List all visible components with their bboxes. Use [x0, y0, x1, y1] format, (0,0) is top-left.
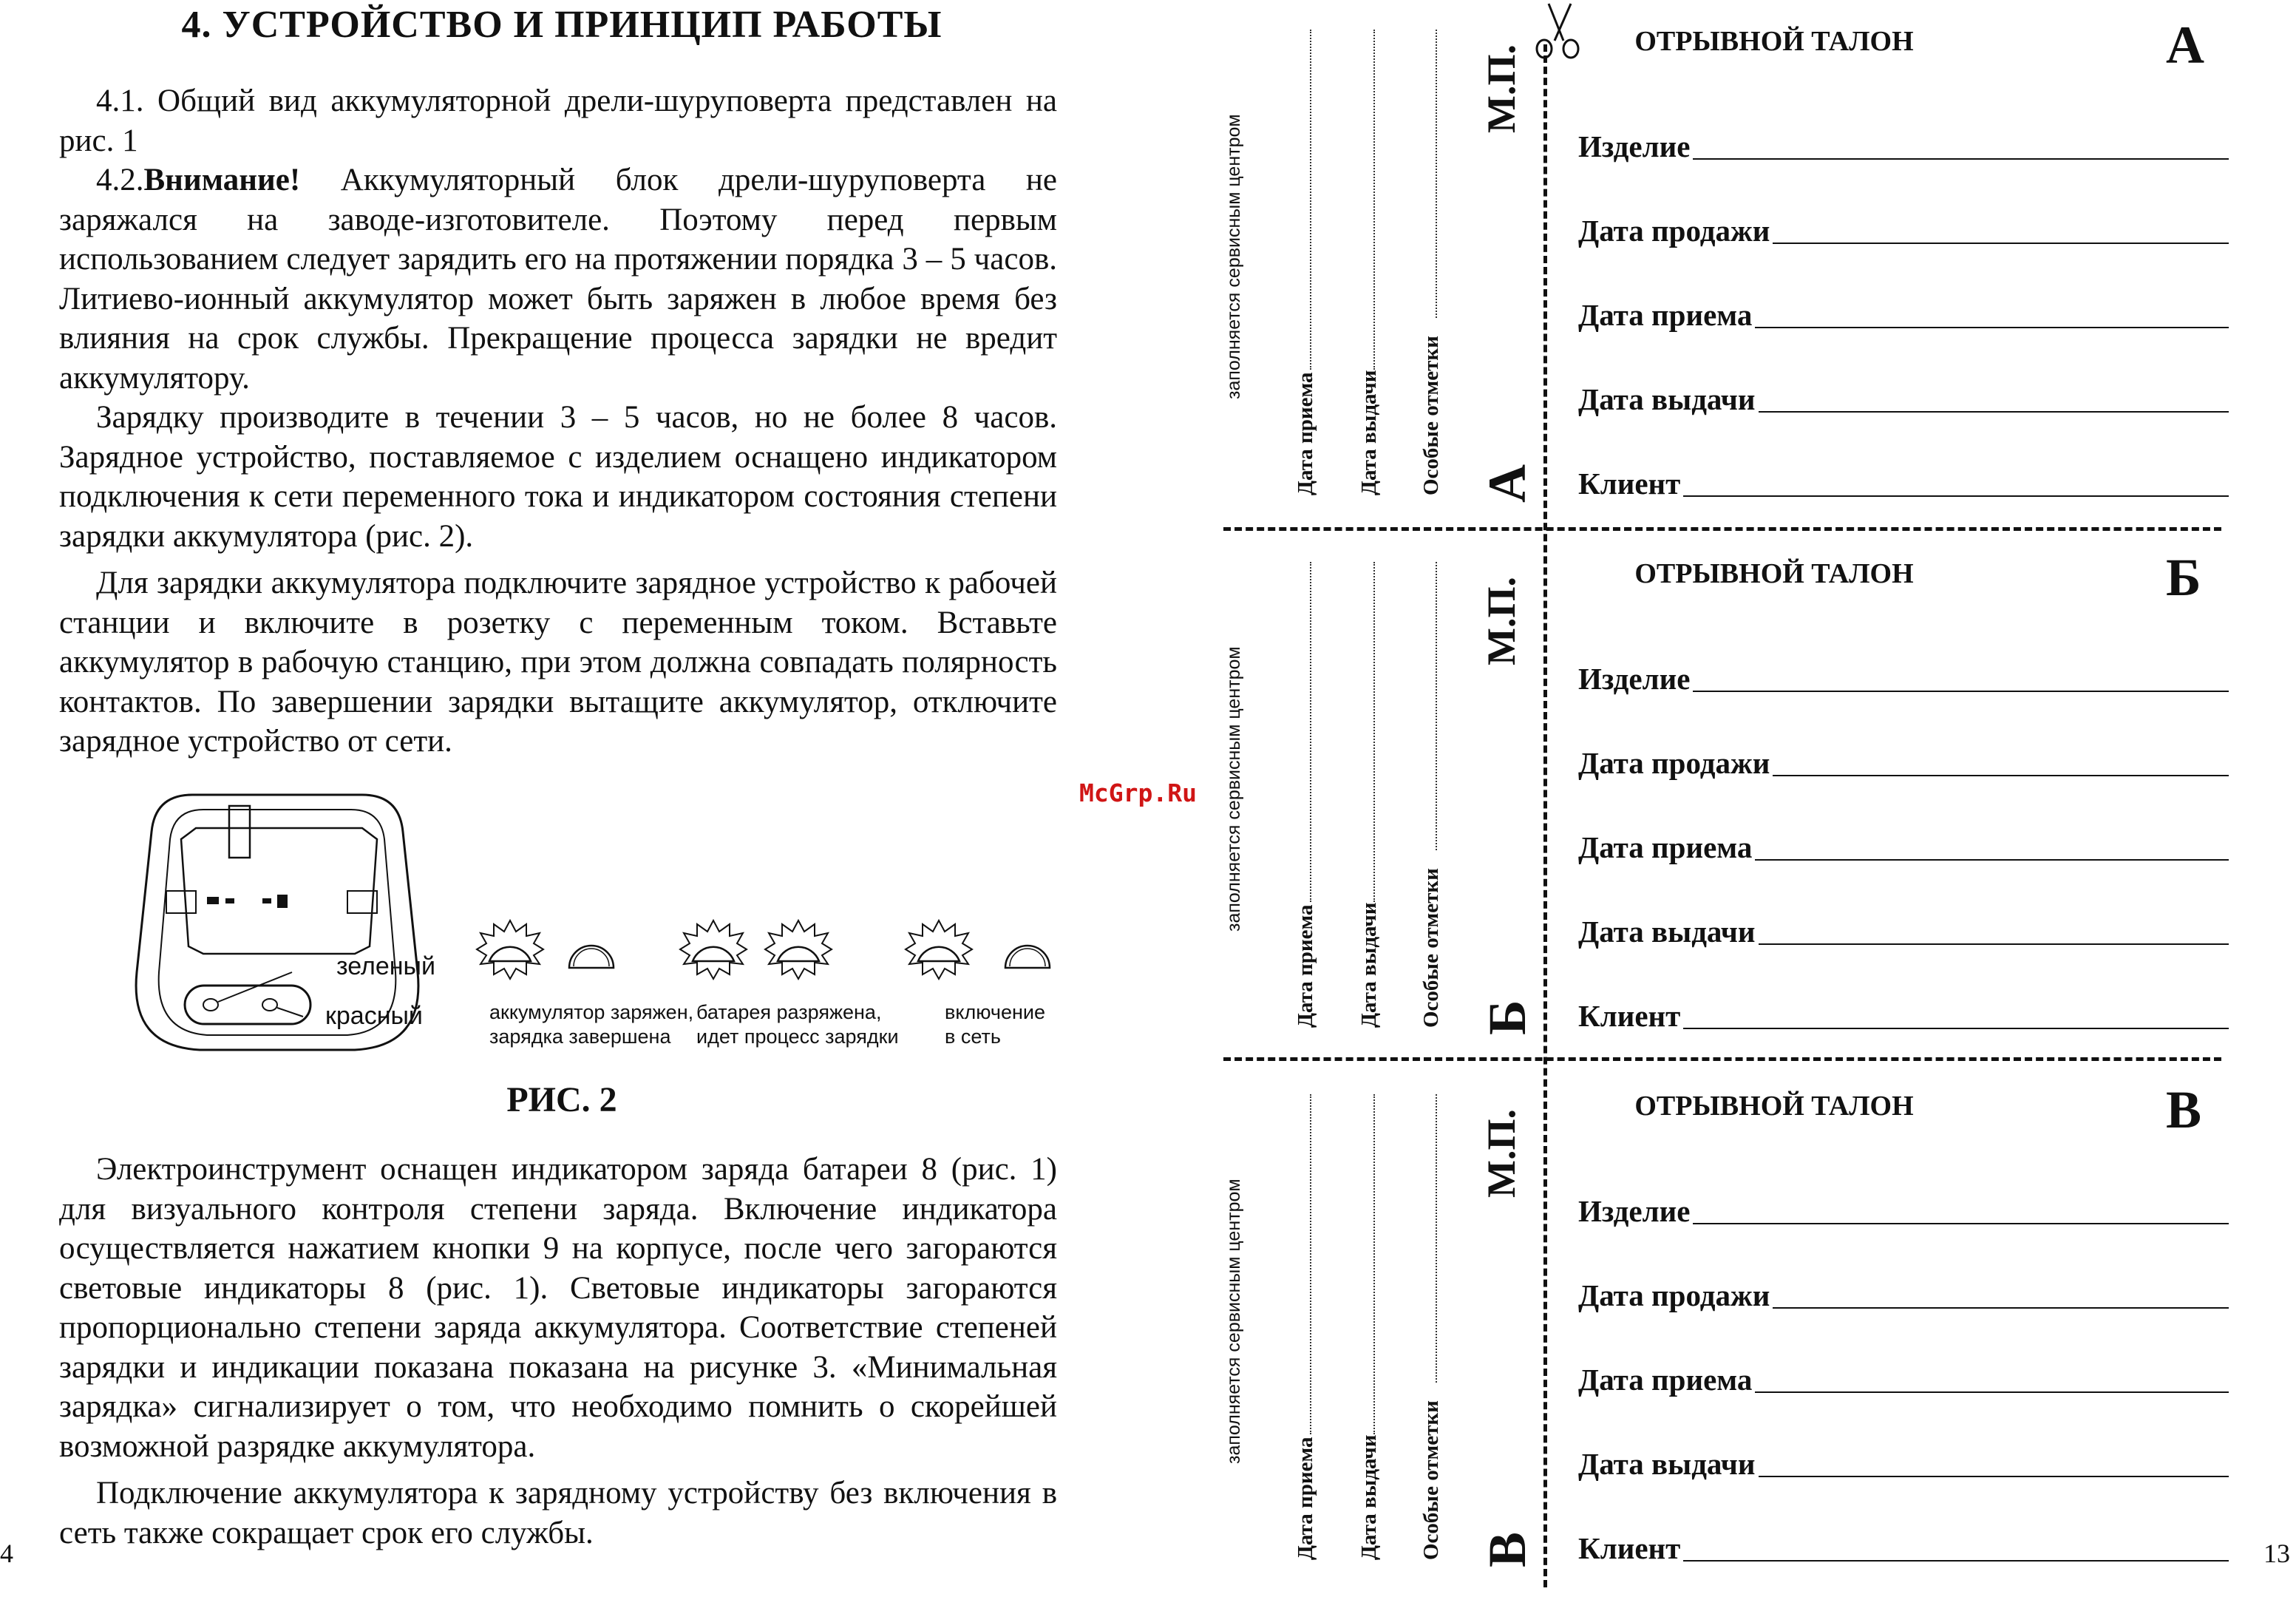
dotted-line: [1310, 30, 1311, 370]
field-sale-date[interactable]: Дата продажи: [1578, 1267, 2229, 1312]
led-green: [203, 999, 218, 1011]
leader-green: [218, 972, 292, 1002]
intro-text: [59, 81, 1057, 762]
field-product[interactable]: Изделие: [1578, 651, 2229, 695]
paragraph-4-1: 4.1. Общий вид аккумуляторной дрели-шуруповерта представлен на рис. 1: [59, 84, 1057, 158]
field-received-date[interactable]: Дата приема: [1578, 287, 2229, 331]
field-product[interactable]: Изделие: [1578, 1183, 2229, 1227]
field-received-date[interactable]: Дата приема: [1578, 1352, 2229, 1396]
indicator-text: [59, 1150, 1057, 1553]
field-product[interactable]: Изделие: [1578, 118, 2229, 163]
stub-special-marks: Особые отметки: [1419, 336, 1443, 495]
stub-letter: Б: [1478, 1000, 1537, 1035]
stub-date-received: Дата приема: [1294, 372, 1317, 495]
led-red: [262, 999, 277, 1011]
field-issued-date[interactable]: Дата выдачи: [1578, 371, 2229, 416]
field-issued-date[interactable]: Дата выдачи: [1578, 1436, 2229, 1480]
dotted-line: [1436, 1094, 1437, 1383]
slot-latch: [229, 806, 250, 858]
led-off-icon: [1005, 946, 1050, 968]
figure-charger-indicators: [126, 787, 1079, 1068]
talon-title: ОТРЫВНОЙ ТАЛОН: [1634, 1091, 1914, 1122]
led-lit-icon: [680, 920, 747, 979]
stub-service-note: заполняется сервисным центром: [1223, 114, 1244, 399]
talon-letter: А: [2166, 16, 2204, 75]
stub-special-marks: Особые отметки: [1419, 868, 1443, 1028]
field-sale-date[interactable]: Дата продажи: [1578, 735, 2229, 779]
field-client[interactable]: Клиент: [1578, 988, 2229, 1032]
stub-date-issued: Дата выдачи: [1357, 1434, 1381, 1560]
stub-service-note: заполняется сервисным центром: [1223, 1179, 1244, 1464]
label-red: красный: [325, 1002, 423, 1030]
talon-letter: В: [2166, 1080, 2202, 1139]
stub-letter: В: [1478, 1531, 1537, 1567]
left-page: [0, 0, 1109, 1587]
talon-title: ОТРЫВНОЙ ТАЛОН: [1634, 26, 1914, 57]
coupon-a: [1198, 0, 2296, 532]
paragraph-body: Аккумуляторный блок дрели-шуруповерта не заряжался на заводе-изготовителе. Поэтому перед первым использованием следует зарядить его на протяжении порядка 3 – 5 часов. Литиево-ионный аккумулятор может быть заряжен в любое время без влияния на срок службы. Прекращение процесса зарядки не вредит аккумулятору.: [59, 163, 1057, 396]
field-client[interactable]: Клиент: [1578, 1520, 2229, 1564]
terminal-1: [207, 897, 219, 904]
stub-date-received: Дата приема: [1294, 904, 1317, 1028]
dotted-line: [1373, 30, 1375, 370]
dotted-line: [1436, 30, 1437, 318]
stub-stamp: М.П.: [1479, 577, 1524, 665]
contact-left: [166, 891, 196, 913]
dotted-line: [1310, 562, 1311, 902]
dotted-line: [1373, 562, 1375, 902]
stub-date-issued: Дата выдачи: [1357, 370, 1381, 495]
talon-title: ОТРЫВНОЙ ТАЛОН: [1634, 558, 1914, 589]
page-number-right: 13: [2263, 1539, 2290, 1568]
dotted-line: [1373, 1094, 1375, 1434]
stub-letter: А: [1478, 464, 1537, 503]
paragraph-indicator: Электроинструмент оснащен индикатором заряда батареи 8 (рис. 1) для визуального контроля степени заряда. Включение индикатора осуществляется нажатием кнопки 9 на корпусе, после чего загораются световые индикаторы 8 (рис. 1). Световые индикаторы загораются пропорционально степени заряда аккумулятора. Соответствие степеней зарядки и индикации показана показана на рисунке 3. «Минимальная зарядка» сигнализирует о том, что необходимо помнить о скорейшей возможной разрядке аккумулятора.: [59, 1152, 1057, 1464]
dotted-line: [1436, 562, 1437, 850]
figure-caption: РИС. 2: [506, 1080, 617, 1119]
field-client[interactable]: Клиент: [1578, 455, 2229, 500]
state-charged-label: аккумулятор заряжен, зарядка завершена: [489, 1001, 694, 1048]
state-charging-label: батарея разряжена, идет процесс зарядки: [696, 1001, 899, 1048]
paragraph-warning: Подключение аккумулятора к зарядному устройству без включения в сеть также сокращает срок его службы.: [59, 1476, 1057, 1550]
led-lit-icon: [765, 920, 832, 979]
state-power-on-label: включение в сеть: [945, 1001, 1045, 1048]
label-green: зеленый: [336, 952, 435, 980]
leader-red: [277, 1008, 303, 1017]
stub-stamp: М.П.: [1479, 44, 1524, 133]
terminal-4: [277, 895, 288, 908]
stub-special-marks: Особые отметки: [1419, 1400, 1443, 1560]
stub-service-note: заполняется сервисным центром: [1223, 646, 1244, 932]
led-off-icon: [569, 946, 614, 968]
stub-date-issued: Дата выдачи: [1357, 902, 1381, 1028]
coupon-c: [1198, 1065, 2296, 1597]
dotted-line: [1310, 1094, 1311, 1434]
field-issued-date[interactable]: Дата выдачи: [1578, 903, 2229, 948]
paragraph-4-2: [59, 160, 1057, 398]
coupon-b: [1198, 532, 2296, 1065]
paragraph-charging-procedure: Для зарядки аккумулятора подключите зарядное устройство к рабочей станции и включите в розетку с переменным током. Вставьте аккумулятор в рабочую станцию, при этом должна совпадать полярность контактов. По завершении зарядки вытащите аккумулятор, отключите зарядное устройство от сети.: [59, 566, 1057, 759]
stub-date-received: Дата приема: [1294, 1437, 1317, 1560]
terminal-3: [262, 898, 271, 903]
field-sale-date[interactable]: Дата продажи: [1578, 203, 2229, 247]
section-title: 4. УСТРОЙСТВО И ПРИНЦИП РАБОТЫ: [181, 4, 942, 46]
talon-letter: Б: [2166, 548, 2201, 607]
led-lit-icon: [906, 920, 972, 979]
page-number-left: 4: [0, 1539, 13, 1568]
paragraph-charging-time: Зарядку производите в течении 3 – 5 часов, но не более 8 часов. Зарядное устройство, поставляемое с изделием оснащено индикатором подключения к сети переменного тока и индикатором состояния степени зарядки аккумулятора (рис. 2).: [59, 400, 1057, 554]
warning-label: Внимание!: [143, 163, 301, 197]
watermark: McGrp.Ru: [1079, 779, 1197, 807]
led-lit-icon: [477, 920, 543, 979]
paragraph-number: 4.2.: [96, 163, 144, 197]
stub-stamp: М.П.: [1479, 1109, 1524, 1198]
field-received-date[interactable]: Дата приема: [1578, 819, 2229, 864]
terminal-2: [225, 898, 234, 903]
